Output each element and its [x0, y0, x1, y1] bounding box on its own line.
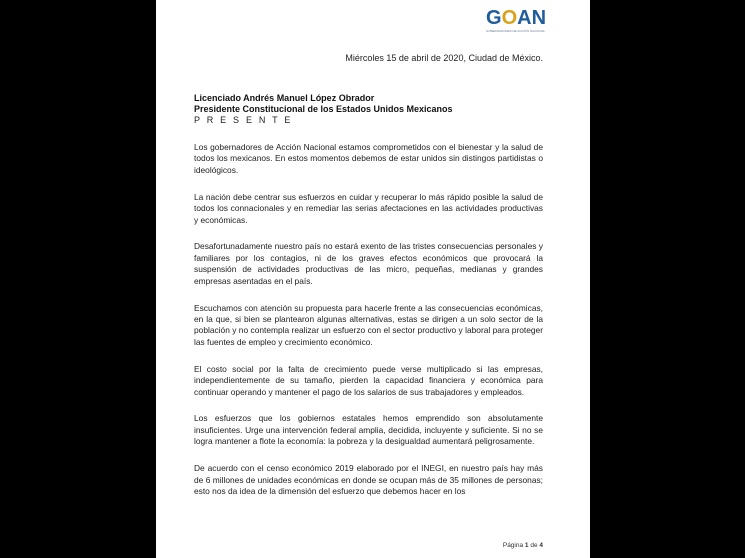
- logo-subtitle: GOBERNADORES DE ACCIÓN NACIONAL: [486, 29, 546, 33]
- addressee-title: Presidente Constitucional de los Estados Unidos Mexicanos: [194, 104, 453, 114]
- addressee-presente: P R E S E N T E: [194, 115, 293, 125]
- paragraph: Desafortunadamente nuestro país no estará exento de las tristes consecuencias personales y familiares por los contagios, ni de los graves efectos económicos que provocará la suspensión de actividades productivas de las micro, pequeñas, medianas y grandes empresas asentadas en el país.: [194, 241, 543, 286]
- paragraph: El costo social por la falta de crecimiento puede verse multiplicado si las empresas, independientemente de su tamaño, pierden la capacidad financiera y económica para continuar operando y mantener el pago de los salarios de sus trabajadores y empleados.: [194, 363, 543, 397]
- date-line: Miércoles 15 de abril de 2020, Ciudad de México.: [345, 53, 543, 63]
- logo-wordmark: GOAN: [486, 7, 547, 29]
- page-number: Página 1 de 4: [502, 542, 543, 549]
- letter-page: [156, 0, 590, 558]
- paragraph: Los gobernadores de Acción Nacional estamos comprometidos con el bienestar y la salud de todos los mexicanos. En estos momentos debemos de estar unidos sin distingos partidistas o ideológicos.: [194, 142, 543, 175]
- paragraph: Escuchamos con atención su propuesta para hacerle frente a las consecuencias económicas, en la que, si bien se plantearon algunas alternativas, estas se dirigen a un solo sector de la población y no contempla realizar un esfuerzo con el sector productivo y laboral para proteger las fuentes de empleo y crecimiento económico.: [194, 302, 543, 347]
- paragraph: Los esfuerzos que los gobiernos estatales hemos emprendido son absolutamente insuficientes. Urge una intervención federal amplia, decidida, incluyente y suficiente. Si no se logra mantener a flote la economía: la pobreza y la desigualdad aumentará peligrosamente.: [194, 413, 543, 447]
- addressee-name: Licenciado Andrés Manuel López Obrador: [194, 93, 375, 103]
- goan-logo: [486, 8, 566, 36]
- paragraph: La nación debe centrar sus esfuerzos en cuidar y recuperar lo más rápido posible la salud de todos los connacionales y en remediar las serias afectaciones en las actividades productivas y económicas.: [194, 191, 543, 225]
- letter-body: [194, 142, 543, 513]
- addressee-block: [194, 93, 453, 126]
- paragraph: De acuerdo con el censo económico 2019 elaborado por el INEGI, en nuestro país hay más de 6 millones de unidades económicas en donde se ocupan más de 35 millones de personas; esto nos da idea de la dimensión del esfuerzo que debemos hacer en los: [194, 463, 543, 496]
